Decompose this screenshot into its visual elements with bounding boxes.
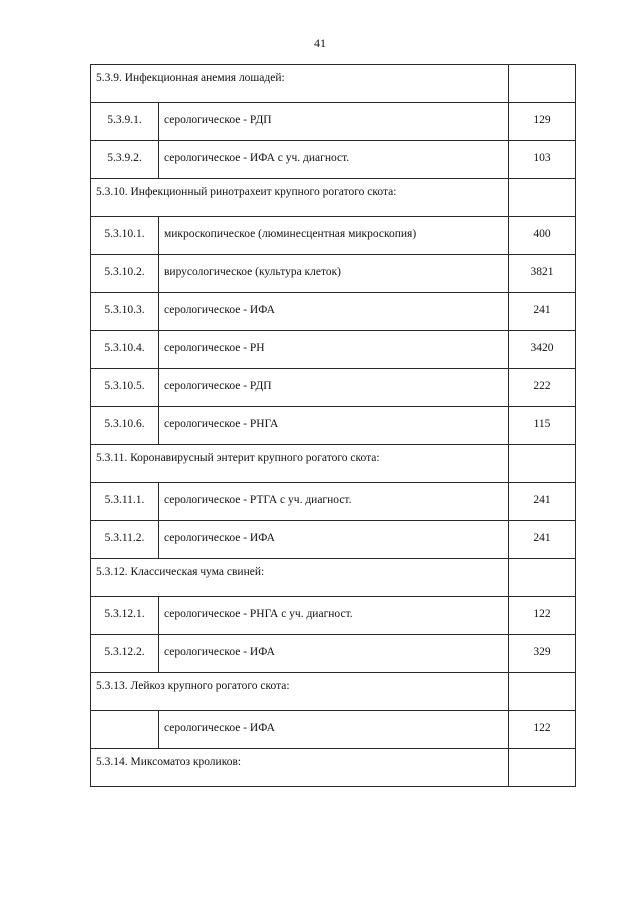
table-row — [91, 293, 576, 331]
item-name: серологическое - ИФА — [159, 521, 509, 559]
table-row — [91, 217, 576, 255]
item-code: 5.3.10.5. — [91, 369, 159, 407]
item-price: 241 — [509, 293, 576, 331]
item-name: вирусологическое (культура клеток) — [159, 255, 509, 293]
price-table — [90, 64, 576, 787]
section-row — [91, 673, 576, 711]
item-name: серологическое - ИФА — [159, 711, 509, 749]
table-body — [91, 65, 576, 787]
table-row — [91, 141, 576, 179]
section-title: 5.3.12. Классическая чума свиней: — [91, 559, 509, 597]
item-price: 241 — [509, 483, 576, 521]
item-name: серологическое - РДП — [159, 369, 509, 407]
section-title: 5.3.10. Инфекционный ринотрахеит крупного рогатого скота: — [91, 179, 509, 217]
table-row — [91, 521, 576, 559]
item-code: 5.3.9.2. — [91, 141, 159, 179]
section-title: 5.3.14. Миксоматоз кроликов: — [91, 749, 509, 787]
item-code: 5.3.10.4. — [91, 331, 159, 369]
section-price-cell — [509, 749, 576, 787]
item-name: серологическое - ИФА с уч. диагност. — [159, 141, 509, 179]
section-price-cell — [509, 445, 576, 483]
section-price-cell — [509, 179, 576, 217]
item-price: 241 — [509, 521, 576, 559]
item-price: 3420 — [509, 331, 576, 369]
section-row — [91, 559, 576, 597]
table-row — [91, 635, 576, 673]
item-price: 115 — [509, 407, 576, 445]
section-title: 5.3.11. Коронавирусный энтерит крупного рогатого скота: — [91, 445, 509, 483]
item-name: микроскопическое (люминесцентная микроскопия) — [159, 217, 509, 255]
section-row — [91, 65, 576, 103]
section-row — [91, 749, 576, 787]
table-row — [91, 711, 576, 749]
table-row — [91, 331, 576, 369]
section-title: 5.3.9. Инфекционная анемия лошадей: — [91, 65, 509, 103]
item-price: 329 — [509, 635, 576, 673]
table-row — [91, 255, 576, 293]
item-price: 103 — [509, 141, 576, 179]
table-row — [91, 369, 576, 407]
item-name: серологическое - РН — [159, 331, 509, 369]
item-code: 5.3.10.6. — [91, 407, 159, 445]
item-price: 122 — [509, 711, 576, 749]
section-price-cell — [509, 65, 576, 103]
section-price-cell — [509, 673, 576, 711]
item-code: 5.3.10.1. — [91, 217, 159, 255]
item-code: 5.3.9.1. — [91, 103, 159, 141]
item-price: 222 — [509, 369, 576, 407]
item-name: серологическое - ИФА — [159, 293, 509, 331]
item-name: серологическое - ИФА — [159, 635, 509, 673]
section-title: 5.3.13. Лейкоз крупного рогатого скота: — [91, 673, 509, 711]
table-row — [91, 483, 576, 521]
item-name: серологическое - РНГА — [159, 407, 509, 445]
item-code: 5.3.12.2. — [91, 635, 159, 673]
item-code: 5.3.11.1. — [91, 483, 159, 521]
item-code: 5.3.10.2. — [91, 255, 159, 293]
table-row — [91, 103, 576, 141]
item-code: 5.3.11.2. — [91, 521, 159, 559]
item-price: 129 — [509, 103, 576, 141]
table-row — [91, 597, 576, 635]
item-price: 3821 — [509, 255, 576, 293]
item-name: серологическое - РНГА с уч. диагност. — [159, 597, 509, 635]
section-row — [91, 445, 576, 483]
item-code: 5.3.10.3. — [91, 293, 159, 331]
item-name: серологическое - РДП — [159, 103, 509, 141]
section-price-cell — [509, 559, 576, 597]
item-price: 400 — [509, 217, 576, 255]
item-name: серологическое - РТГА с уч. диагност. — [159, 483, 509, 521]
table-row — [91, 407, 576, 445]
section-row — [91, 179, 576, 217]
item-code: 5.3.12.1. — [91, 597, 159, 635]
item-code — [91, 711, 159, 749]
page-number: 41 — [314, 36, 326, 50]
item-price: 122 — [509, 597, 576, 635]
